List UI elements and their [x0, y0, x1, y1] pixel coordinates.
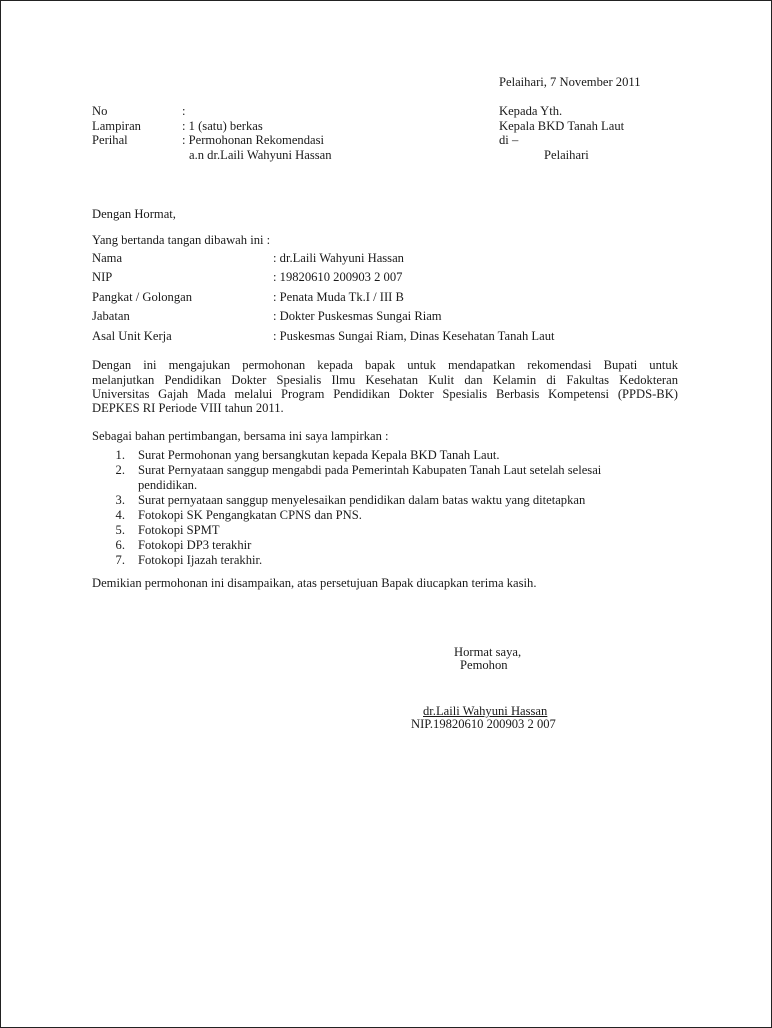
- closing-sentence: Demikian permohonan ini disampaikan, atas persetujuan Bapak diucapkan terima kasih.: [92, 576, 537, 590]
- identity-value: : 19820610 200903 2 007: [273, 270, 403, 284]
- meta-value-no: :: [182, 104, 186, 118]
- identity-row-unit-kerja: [92, 329, 692, 348]
- identity-label: Pangkat / Golongan: [92, 290, 193, 304]
- recipient-line-1: Kepada Yth.: [499, 104, 563, 118]
- place-date: Pelaihari, 7 November 2011: [499, 75, 641, 89]
- attachment-text: Surat pernyataan sanggup menyelesaikan pendidikan dalam batas waktu yang ditetapkan: [138, 493, 586, 507]
- identity-label: Asal Unit Kerja: [92, 329, 172, 343]
- attachment-text: Fotokopi DP3 terakhir: [138, 538, 252, 552]
- identity-value: : Puskesmas Sungai Riam, Dinas Kesehatan Tanah Laut: [273, 329, 555, 343]
- signoff-pemohon: Pemohon: [460, 658, 508, 672]
- meta-label-lampiran: Lampiran: [92, 119, 141, 133]
- signer-nip: NIP.19820610 200903 2 007: [411, 717, 556, 731]
- intro-line: Yang bertanda tangan dibawah ini :: [92, 233, 271, 247]
- identity-value: : Dokter Puskesmas Sungai Riam: [273, 309, 442, 323]
- attachment-number: 7.: [115, 553, 125, 567]
- attachment-number: 2.: [115, 463, 125, 477]
- signer-name: dr.Laili Wahyuni Hassan: [423, 704, 548, 718]
- recipient-line-3: di –: [499, 133, 519, 147]
- attachment-text: Fotokopi SPMT: [138, 523, 220, 537]
- attachment-text: Fotokopi SK Pengangkatan CPNS dan PNS.: [138, 508, 362, 522]
- body-line-4: DEPKES RI Periode VIII tahun 2011.: [92, 401, 284, 415]
- signoff-hormat: Hormat saya,: [454, 645, 522, 659]
- identity-value: : dr.Laili Wahyuni Hassan: [273, 251, 404, 265]
- body-line-2: melanjutkan Pendidikan Dokter Spesialis Ilmu Kesehatan Kulit dan Kelamin di Fakultas Kedokteran: [92, 373, 678, 387]
- attachment-text: Surat Permohonan yang bersangkutan kepada Kepala BKD Tanah Laut.: [138, 448, 500, 462]
- identity-row-jabatan: [92, 309, 692, 328]
- meta-label-perihal: Perihal: [92, 133, 128, 147]
- attachment-text: Surat Pernyataan sanggup mengabdi pada Pemerintah Kabupaten Tanah Laut setelah selesai: [138, 463, 602, 477]
- attachment-number: 1.: [115, 448, 125, 462]
- identity-label: Nama: [92, 251, 123, 265]
- attachment-number: 6.: [115, 538, 125, 552]
- attachment-number: 5.: [115, 523, 125, 537]
- greeting: Dengan Hormat,: [92, 207, 176, 221]
- attachment-number: 3.: [115, 493, 125, 507]
- attachment-text: Fotokopi Ijazah terakhir.: [138, 553, 263, 567]
- identity-value: : Penata Muda Tk.I / III B: [273, 290, 404, 304]
- identity-row-nip: [92, 270, 692, 289]
- attachments-intro: Sebagai bahan pertimbangan, bersama ini saya lampirkan :: [92, 429, 389, 443]
- recipient-line-4: Pelaihari: [544, 148, 589, 162]
- body-line-3: Universitas Gajah Mada melalui Program Pendidikan Dokter Spesialis Berbasis Kompetensi (PPDS-BK): [92, 387, 678, 401]
- attachment-text: pendidikan.: [138, 478, 198, 492]
- meta-label-no: No: [92, 104, 108, 118]
- meta-value-lampiran: : 1 (satu) berkas: [182, 119, 263, 133]
- body-line-1: Dengan ini mengajukan permohonan kepada bapak untuk mendapatkan rekomendasi Bupati untuk: [92, 358, 678, 372]
- identity-label: Jabatan: [92, 309, 130, 323]
- identity-row-nama: [92, 251, 692, 270]
- recipient-line-2: Kepala BKD Tanah Laut: [499, 119, 625, 133]
- attachment-number: 4.: [115, 508, 125, 522]
- identity-label: NIP: [92, 270, 113, 284]
- meta-value-perihal: : Permohonan Rekomendasi: [182, 133, 325, 147]
- identity-row-pangkat: [92, 290, 692, 309]
- perihal-continuation: a.n dr.Laili Wahyuni Hassan: [189, 148, 332, 162]
